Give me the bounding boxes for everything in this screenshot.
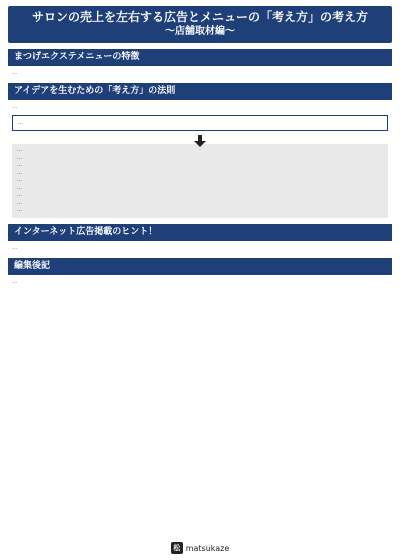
logo-text: matsukaze <box>185 543 230 553</box>
list-item: … <box>17 154 22 161</box>
paragraph: … <box>12 244 17 251</box>
highlight-box: … <box>12 115 388 131</box>
section-heading-features: まつげエクステメニューの特徴 <box>8 49 392 66</box>
list-item: … <box>17 147 22 153</box>
section-heading-idea-law: アイデアを生むための「考え方」の法則 <box>8 83 392 100</box>
list-item: … <box>17 207 22 213</box>
paragraph: … <box>12 70 17 76</box>
list-item: … <box>17 177 22 183</box>
logo-mark-icon: 松 <box>171 542 183 554</box>
list-item: … <box>17 162 22 168</box>
list-item: … <box>17 199 22 206</box>
title-line-1: サロンの売上を左右する広告とメニューの「考え方」の考え方 <box>31 10 368 24</box>
paragraph: … <box>12 278 17 285</box>
rules-list <box>12 144 388 218</box>
section-heading-internet-ads: インターネット広告掲載のヒント！ <box>8 224 392 241</box>
list-item: … <box>17 192 22 198</box>
down-arrow-icon <box>8 132 392 144</box>
list-item: … <box>17 184 22 191</box>
document-title <box>8 6 392 43</box>
list-item: … <box>17 169 22 176</box>
title-line-2: 〜店舗取材編〜 <box>165 26 235 37</box>
footer <box>0 535 400 554</box>
paragraph: … <box>12 104 17 110</box>
matsukaze-logo <box>171 542 230 554</box>
section-heading-editors-note: 編集後記 <box>8 258 392 275</box>
